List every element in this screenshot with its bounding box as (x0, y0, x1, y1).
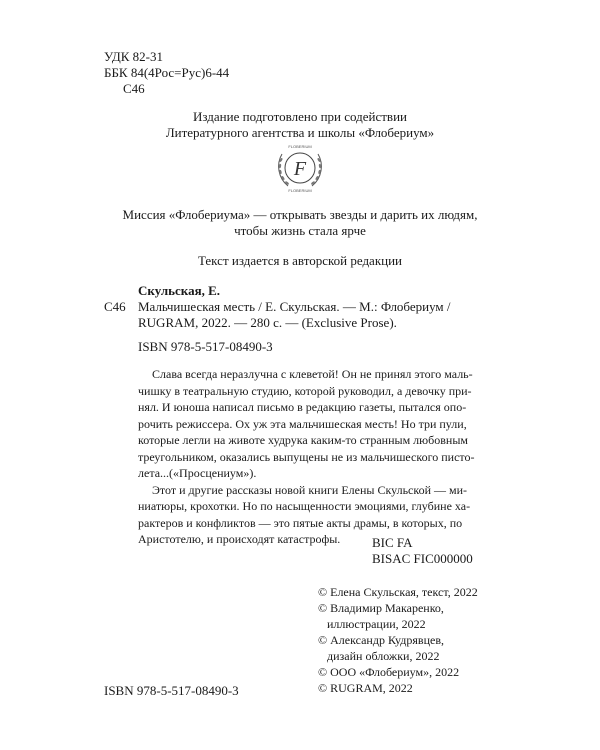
mission-line-1: Миссия «Флобериума» — открывать звезды и дарить их людям, (122, 207, 478, 222)
annotation-p2-line: Этот и другие рассказы новой книги Елены Скульской — ми- (152, 482, 468, 497)
annotation-p1-line: треугольником, оказались выпущены не из мальчишеского писто- (138, 449, 475, 464)
annotation-p1-line: Слава всегда неразлучна с клеветой! Он не принял этого маль- (152, 367, 473, 381)
floberium-logo-icon (268, 136, 332, 200)
copyright-line: © Александр Кудрявцев, (318, 633, 445, 647)
edition-note: Текст издается в авторской редакции (197, 253, 403, 268)
sponsor-line-1: Издание подготовлено при содействии (193, 109, 407, 124)
annotation-p2-line: ниатюры, крохотки. Но по насыщенности эмоциями, глубине ха- (138, 499, 471, 513)
logo-bottom-text: FLOBERIUM (288, 188, 312, 193)
copyright-line: © ООО «Флобериум», 2022 (318, 665, 460, 679)
copyright-line: иллюстрации, 2022 (318, 617, 426, 631)
annotation-p1-line: лета...(«Просцениум»). (138, 466, 257, 480)
mission-line-2: чтобы жизнь стала ярче (234, 223, 366, 238)
annotation-p1-line: нял. И юноша написал письмо в редакцию газеты, пытался опо- (138, 400, 467, 414)
author-code: С46 (123, 81, 145, 96)
bisac-code: BISAC FIC000000 (372, 551, 473, 566)
copyright-line: дизайн обложки, 2022 (318, 649, 440, 663)
logo-letter: F (293, 158, 307, 180)
catalog-author: Скульская, Е. (138, 283, 221, 298)
annotation-p2-line: рактеров и конфликтов — это пятые акты драмы, в которых, по (138, 515, 463, 530)
annotation (138, 366, 496, 548)
sponsor-line-2: Литературного агентства и школы «Флобериум» (165, 125, 435, 140)
annotation-p1-line: которые легли на животе худрука каким-то странным любовным (138, 433, 468, 447)
isbn-main: ISBN 978-5-517-08490-3 (138, 339, 273, 354)
udk-code: УДК 82-31 (104, 49, 164, 64)
bbk-code: ББК 84(4Рос=Рус)6-44 (104, 65, 230, 80)
catalog-line-2: RUGRAM, 2022. — 280 с. — (Exclusive Prose). (138, 315, 397, 330)
annotation-p1-line: рочить режиссера. Ох уж эта мальчишеская месть! Но три пули, (138, 416, 467, 431)
annotation-p2-line: Аристотелю, и происходят катастрофы. (138, 532, 341, 546)
copyright-line: © RUGRAM, 2022 (318, 681, 413, 695)
copyright-line: © Владимир Макаренко, (318, 601, 444, 615)
catalog-line-1: Мальчишеская месть / Е. Скульская. — М.: Флобериум / (138, 299, 451, 314)
isbn-footer: ISBN 978-5-517-08490-3 (104, 683, 239, 698)
annotation-p1-line: чишку в театральную студию, которой руководил, а девочку при- (138, 383, 472, 398)
bic-code: BIC FA (372, 535, 413, 550)
catalog-code: С46 (104, 299, 126, 314)
copyright-line: © Елена Скульская, текст, 2022 (318, 585, 478, 599)
logo-top-text: FLOBERIUM (288, 144, 312, 149)
copyright-block (318, 584, 478, 696)
